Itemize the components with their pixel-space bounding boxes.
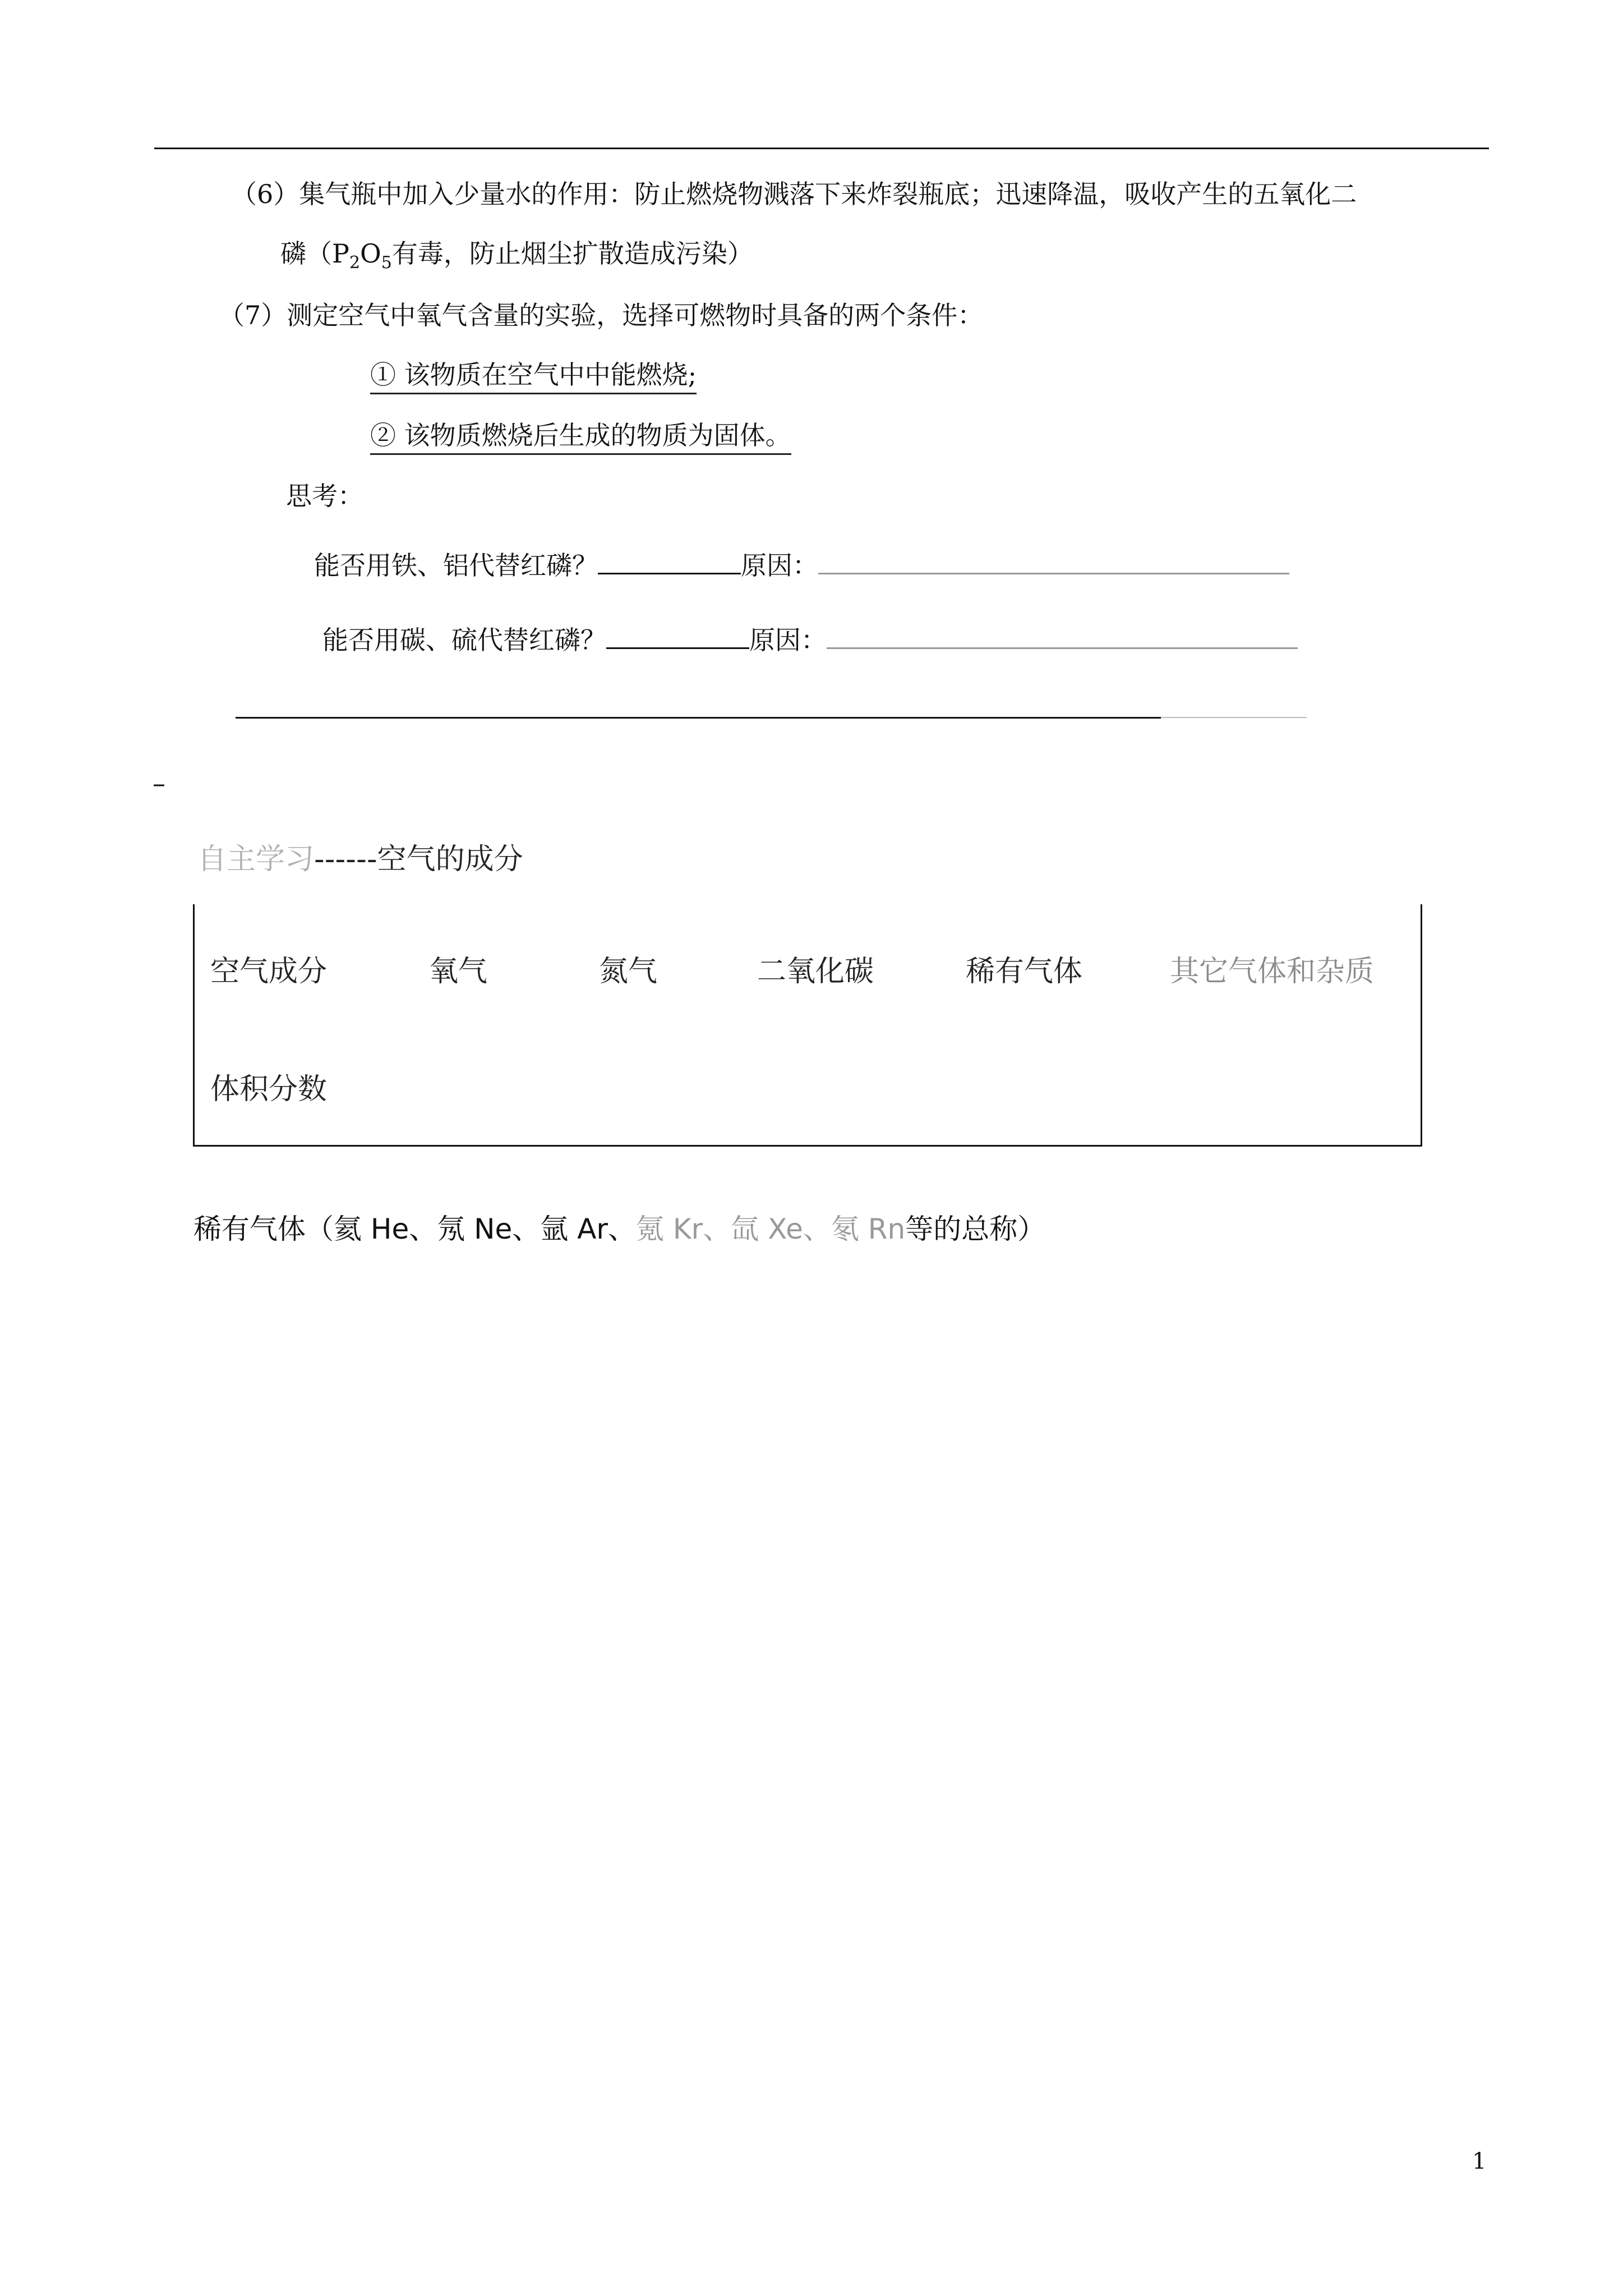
item7-condition1: ① 该物质在空气中中能燃烧; [370, 359, 697, 394]
noble-gases-note [193, 1212, 1045, 1246]
think-question-1 [314, 550, 1289, 581]
item6-line2-pre: 磷（P [280, 238, 349, 269]
item7-condition2: ② 该物质燃烧后生成的物质为固体。 [370, 420, 791, 455]
table-bottom-border [193, 1145, 1422, 1147]
row-volume-fraction-label: 体积分数 [210, 1073, 328, 1106]
reason1-blank[interactable] [818, 550, 1289, 574]
item6-sub2: 5 [381, 253, 392, 273]
item6-line2 [280, 238, 753, 279]
answer1-blank[interactable] [598, 550, 741, 574]
section-heading [197, 841, 523, 877]
noble-gases-faded: 氪 Kr、氙 Xe、氡 Rn [635, 1213, 906, 1245]
think-question-2 [322, 624, 1298, 656]
answer2-blank[interactable] [606, 625, 749, 649]
think-label: 思考： [286, 481, 363, 511]
answer-line[interactable] [236, 717, 1161, 719]
reason2-label: 原因： [749, 625, 827, 655]
item6-line2-post: 有毒，防止烟尘扩散造成污染） [391, 238, 753, 269]
reason2-blank[interactable] [827, 625, 1298, 649]
table-left-border [193, 904, 195, 1147]
item6-sub1: 2 [349, 253, 361, 273]
header-oxygen: 氧气 [429, 955, 488, 988]
item6-line2-mid: O [360, 238, 381, 269]
header-carbon-dioxide: 二氧化碳 [757, 955, 874, 988]
header-other-gases: 其它气体和杂质 [1170, 955, 1375, 988]
noble-gases-suffix: 等的总称） [905, 1213, 1046, 1245]
header-air-component: 空气成分 [210, 955, 328, 988]
question2-text: 能否用碳、硫代替红磷？ [322, 625, 606, 655]
header-nitrogen: 氮气 [599, 955, 658, 988]
item7-intro: （7）测定空气中氧气含量的实验，选择可燃物时具备的两个条件： [219, 300, 984, 330]
section-heading-light: 自主学习 [197, 843, 315, 876]
table-right-border [1421, 904, 1422, 1147]
header-noble-gases: 稀有气体 [966, 955, 1083, 988]
page-number: 1 [1472, 2148, 1487, 2174]
item6-line1: （6）集气瓶中加入少量水的作用：防止燃烧物溅落下来炸裂瓶底；迅速降温，吸收产生的五氧化二 [231, 179, 1357, 209]
header-rule [154, 148, 1489, 149]
noble-gases-prefix: 稀有气体（氦 He、氖 Ne、氩 Ar、 [193, 1213, 636, 1245]
stray-dash: – [153, 768, 165, 798]
answer-line-faded [1161, 717, 1307, 718]
reason1-label: 原因： [741, 550, 818, 581]
question1-text: 能否用铁、铝代替红磷？ [314, 550, 598, 581]
section-heading-dark: ------空气的成分 [314, 843, 523, 876]
